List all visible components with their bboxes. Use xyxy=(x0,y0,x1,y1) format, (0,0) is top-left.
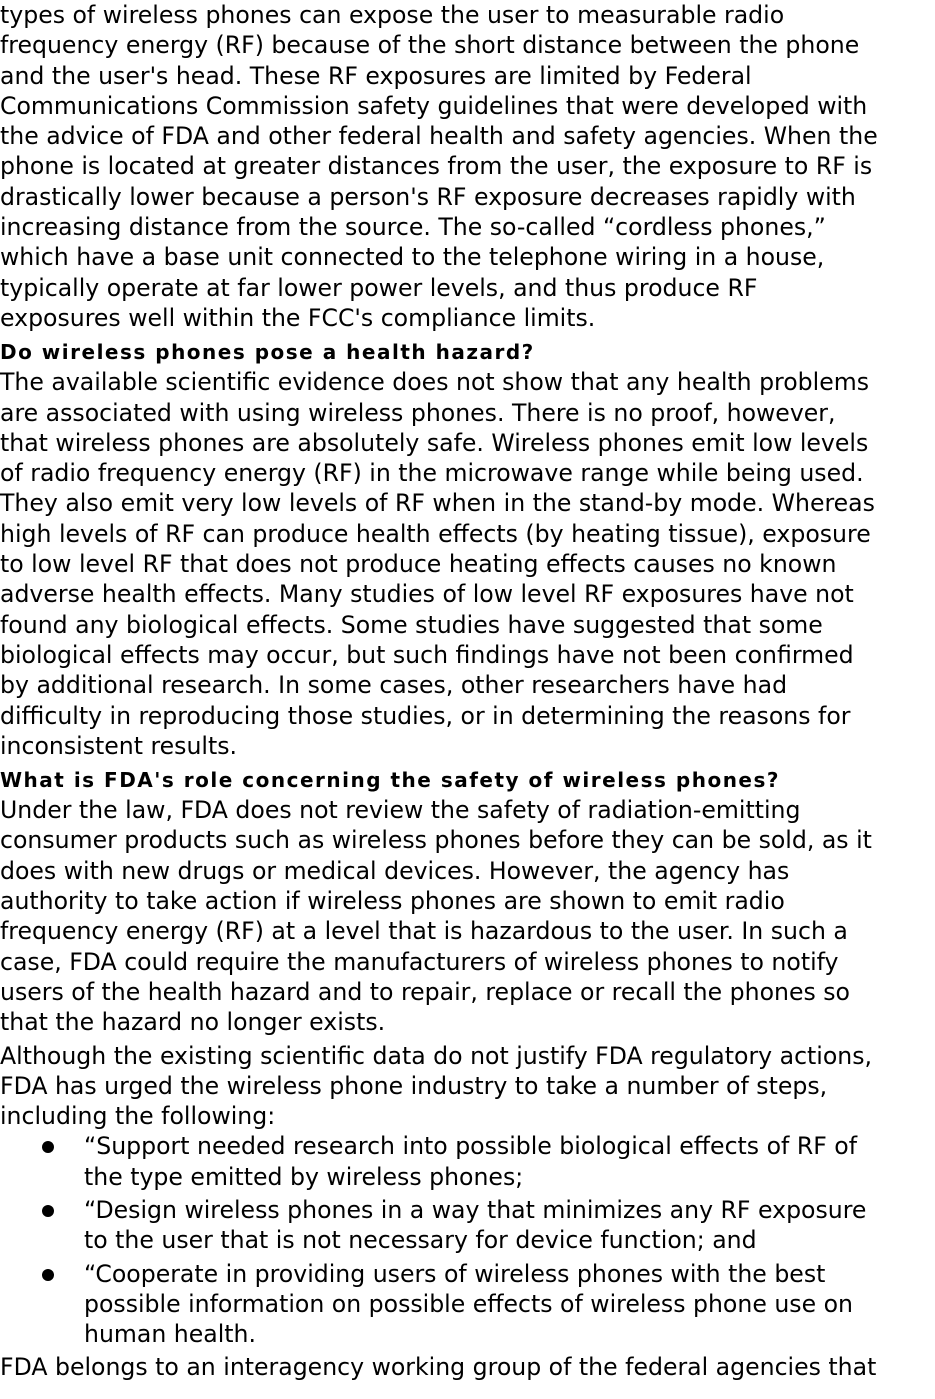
paragraph-rf-exposure xyxy=(0,0,935,333)
text-line: authority to take action if wireless phones are shown to emit radio xyxy=(0,887,785,916)
text-line: found any biological effects. Some studies have suggested that some xyxy=(0,610,823,639)
text-line: that the hazard no longer exists. xyxy=(0,1008,386,1037)
text-line: human health. xyxy=(84,1320,256,1349)
text-line: Although the existing scientific data do not justify FDA regulatory actions, xyxy=(0,1041,873,1070)
text-line: which have a base unit connected to the telephone wiring in a house, xyxy=(0,243,825,272)
text-line: to low level RF that does not produce heating effects causes no known xyxy=(0,550,837,579)
text-line: to the user that is not necessary for device function; and xyxy=(84,1226,757,1255)
text-line: FDA belongs to an interagency working group of the federal agencies that xyxy=(0,1353,877,1382)
text-line: biological effects may occur, but such findings have not been confirmed xyxy=(0,640,854,669)
text-line: are associated with using wireless phones. There is no proof, however, xyxy=(0,398,836,427)
list-item xyxy=(0,1131,935,1192)
text-line: consumer products such as wireless phones before they can be sold, as it xyxy=(0,826,872,855)
heading-fda-role: What is FDA's role concerning the safety of wireless phones? xyxy=(0,768,780,793)
list-item xyxy=(0,1195,935,1256)
text-line: They also emit very low levels of RF when in the stand-by mode. Whereas xyxy=(0,489,875,518)
list-item-text xyxy=(84,1259,935,1350)
text-line: of radio frequency energy (RF) in the microwave range while being used. xyxy=(0,459,864,488)
text-line: difficulty in reproducing those studies, or in determining the reasons for xyxy=(0,701,851,730)
text-line: users of the health hazard and to repair, replace or recall the phones so xyxy=(0,977,850,1006)
text-line: frequency energy (RF) at a level that is hazardous to the user. In such a xyxy=(0,917,848,946)
text-line: the type emitted by wireless phones; xyxy=(84,1162,524,1191)
text-line: frequency energy (RF) because of the short distance between the phone xyxy=(0,31,860,60)
text-line: types of wireless phones can expose the user to measurable radio xyxy=(0,1,785,29)
text-line: does with new drugs or medical devices. However, the agency has xyxy=(0,856,790,885)
text-line: “Design wireless phones in a way that minimizes any RF exposure xyxy=(84,1195,867,1224)
text-line: FDA has urged the wireless phone industry to take a number of steps, xyxy=(0,1071,828,1100)
heading-health-hazard: Do wireless phones pose a health hazard? xyxy=(0,340,535,365)
bullet-dot-icon xyxy=(42,1269,54,1281)
bullet-dot-icon xyxy=(42,1141,54,1153)
text-line: and the user's head. These RF exposures are limited by Federal xyxy=(0,61,752,90)
text-line: case, FDA could require the manufacturers of wireless phones to notify xyxy=(0,947,839,976)
bullet-dot-icon xyxy=(42,1205,54,1217)
paragraph-fda-urged xyxy=(0,1041,935,1132)
text-line: “Support needed research into possible biological effects of RF of xyxy=(84,1132,858,1161)
text-line: drastically lower because a person's RF exposure decreases rapidly with xyxy=(0,182,856,211)
text-line: inconsistent results. xyxy=(0,731,238,760)
list-item-text xyxy=(84,1131,935,1192)
list-item xyxy=(0,1259,935,1350)
text-line: possible information on possible effects of wireless phone use on xyxy=(84,1289,853,1318)
list-item-text xyxy=(84,1195,935,1256)
text-line: increasing distance from the source. The so-called “cordless phones,” xyxy=(0,213,826,242)
paragraph-scientific-evidence xyxy=(0,367,935,761)
text-line: the advice of FDA and other federal health and safety agencies. When the xyxy=(0,122,878,151)
text-line: “Cooperate in providing users of wireless phones with the best xyxy=(84,1259,826,1288)
text-line: Under the law, FDA does not review the safety of radiation-emitting xyxy=(0,796,801,825)
text-line: typically operate at far lower power levels, and thus produce RF xyxy=(0,273,758,302)
paragraph-interagency xyxy=(0,1352,935,1382)
text-line: Communications Commission safety guidelines that were developed with xyxy=(0,91,868,120)
text-line: by additional research. In some cases, other researchers have had xyxy=(0,671,788,700)
paragraph-fda-law xyxy=(0,795,935,1037)
text-line: The available scientific evidence does not show that any health problems xyxy=(0,368,869,397)
text-line: high levels of RF can produce health effects (by heating tissue), exposure xyxy=(0,519,871,548)
text-line: that wireless phones are absolutely safe. Wireless phones emit low levels xyxy=(0,428,869,457)
text-line: including the following: xyxy=(0,1102,276,1131)
text-line: phone is located at greater distances from the user, the exposure to RF is xyxy=(0,152,873,181)
steps-bullet-list xyxy=(0,1131,935,1349)
text-line: exposures well within the FCC's compliance limits. xyxy=(0,303,596,332)
text-line: adverse health effects. Many studies of low level RF exposures have not xyxy=(0,580,854,609)
